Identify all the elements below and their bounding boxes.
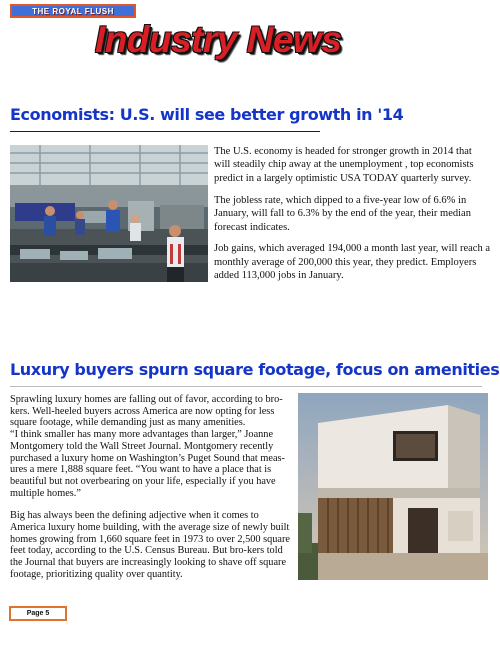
article2-paragraph: “I think smaller has many more advantages than larger,” Joanne Montgomery told the Wall Street Journal. Montgomery recently purchased a luxury home on Washington’s Puget Sound that meas-ures a mere 1,888 square feet. “You want to have a place that is beautiful but not overbearing on your life, especially if you have multiple homes.” — [10, 429, 285, 499]
masthead-title: Industry News — [95, 19, 342, 60]
article1-paragraph: Job gains, which averaged 194,000 a month last year, will reach a monthly average of 200,000 this year, they predict. Employers added 113,000 jobs in January. — [214, 243, 490, 282]
page-number: Page 5 — [9, 606, 67, 621]
factory-photo — [10, 145, 208, 282]
article2-paragraph: Sprawling luxury homes are falling out of favor, according to bro-kers. Well-heeled buyers across America are now opting for less square footage, while demanding just as many amenities. — [10, 394, 283, 429]
article1-rule — [10, 131, 320, 132]
house-illustration — [298, 393, 488, 580]
article2-headline: Luxury buyers spurn square footage, focus on amenities — [10, 360, 500, 379]
factory-illustration — [10, 145, 208, 282]
article1-body — [214, 145, 490, 291]
brand-badge: THE ROYAL FLUSH — [10, 4, 136, 18]
article1-paragraph: The jobless rate, which dipped to a five-year low of 6.6% in January, will fall to 6.3% by the end of the year, their median forecast indicates. — [214, 194, 471, 233]
article1-headline: Economists: U.S. will see better growth in '14 — [10, 105, 404, 124]
house-photo — [298, 393, 488, 580]
article2-paragraph: Big has always been the defining adjective when it comes to America luxury home building, with the average size of newly built homes growing from 1,660 square feet in 1973 to over 2,500 square feet today, according to the U.S. Census Bureau. But bro-kers told the Journal that buyers are increasingly looking to shave off square footage, prioritizing quality over quantity. — [10, 510, 290, 580]
article1-paragraph: The U.S. economy is headed for stronger growth in 2014 that will steadily chip away at the unemployment , top economists predict in a largely optimistic USA TODAY quarterly survey. — [214, 146, 474, 184]
article2-rule — [10, 386, 482, 387]
article2-body — [10, 394, 294, 592]
